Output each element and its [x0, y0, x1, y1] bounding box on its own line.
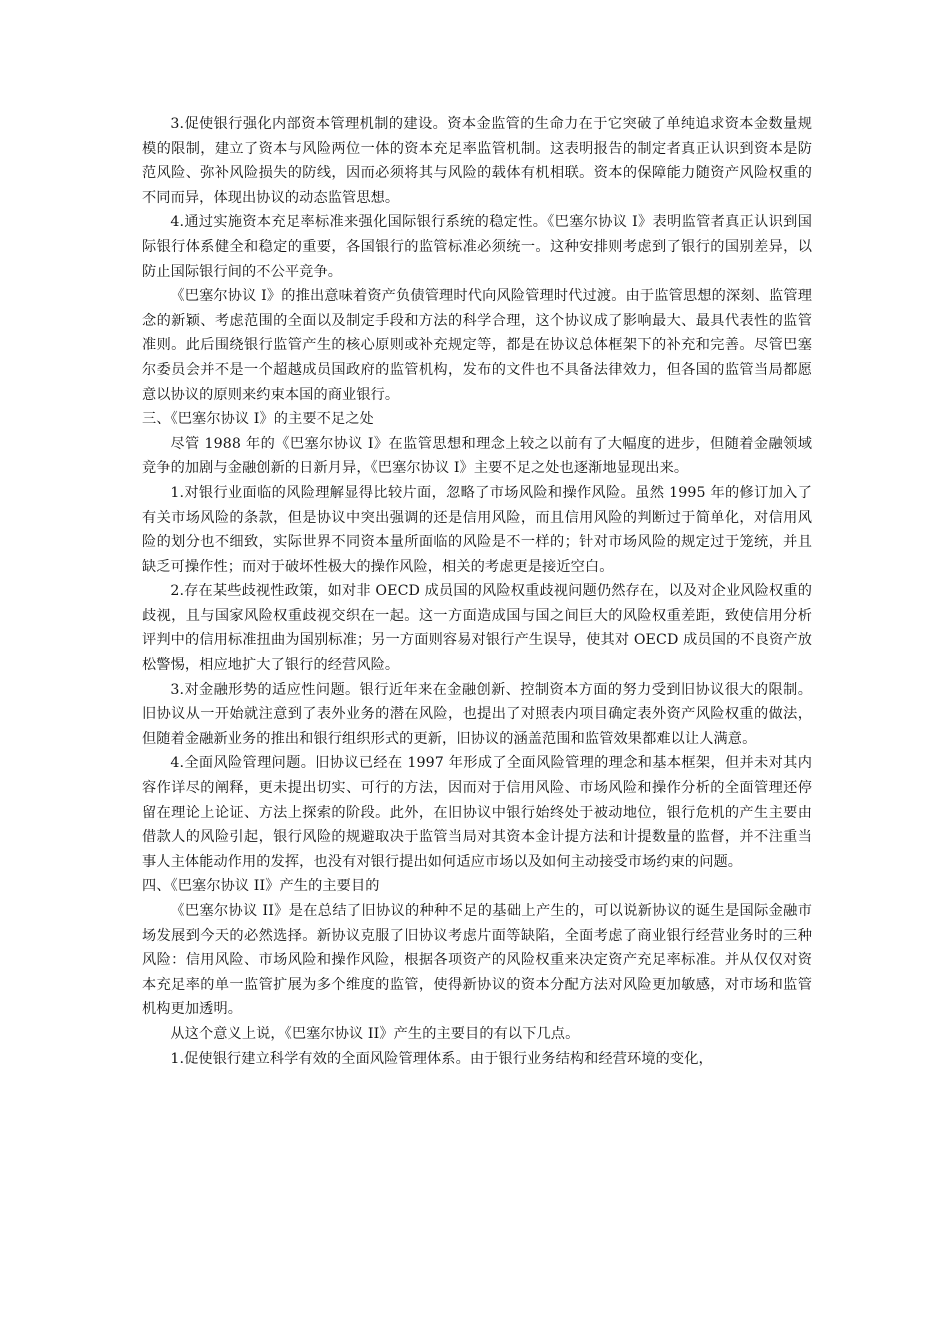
- paragraph-shortcomings-intro: 尽管 1988 年的《巴塞尔协议 I》在监管思想和理念上较之以前有了大幅度的进步，但随着金融领域竞争的加剧与金融创新的日新月异，《巴塞尔协议 I》主要不足之处也逐渐地显现出来。: [142, 435, 812, 477]
- paragraph-capital-adequacy-stability: 4.通过实施资本充足率标准来强化国际银行系统的稳定性。《巴塞尔协议 I》表明监管者真正认识到国际银行体系健全和稳定的重要，各国银行的监管标准必须统一。这种安排则考虑到了银行的国别差异，以防止国际银行间的不公平竞争。: [142, 214, 812, 280]
- section-heading-basel-i-shortcomings: 三、《巴塞尔协议 I》的主要不足之处: [142, 411, 374, 428]
- paragraph-shortcoming-risk-understanding: 1.对银行业面临的风险理解显得比较片面，忽略了市场风险和操作风险。虽然 1995 年的修订加入了有关市场风险的条款，但是协议中突出强调的还是信用风险，而且信用风险的判断过于简单化，对信用风险的划分也不细致，实际世界不同资本量所面临的风险是不一样的；针对市场风险的规定过于笼统，并且缺乏可操作性；而对于破坏性极大的操作风险，相关的考虑更是接近空白。: [142, 484, 812, 575]
- paragraph-basel-ii-overview: 《巴塞尔协议 II》是在总结了旧协议的种种不足的基础上产生的，可以说新协议的诞生是国际金融市场发展到今天的必然选择。新协议克服了旧协议考虑片面等缺陷，全面考虑了商业银行经营业务时的三种风险：信用风险、市场风险和操作风险，根据各项资产的风险权重来决定资产充足率标准。并从仅仅对资本充足率的单一监管扩展为多个维度的监管，使得新协议的资本分配方法对风险更加敏感，对市场和监管机构更加透明。: [142, 903, 812, 1018]
- paragraph-basel-ii-purpose-intro: 从这个意义上说，《巴塞尔协议 II》产生的主要目的有以下几点。: [170, 1025, 580, 1042]
- paragraph-shortcoming-adaptability: 3.对金融形势的适应性问题。银行近年来在金融创新、控制资本方面的努力受到旧协议很大的限制。旧协议从一开始就注意到了表外业务的潜在风险，也提出了对照表内项目确定表外资产风险权重的做法，但随着金融新业务的推出和银行组织形式的更新，旧协议的涵盖范围和监管效果都难以让人满意。: [142, 681, 812, 747]
- document-page: [142, 112, 812, 1071]
- paragraph-shortcoming-comprehensive-risk: 4.全面风险管理问题。旧协议已经在 1997 年形成了全面风险管理的理念和基本框架，但并未对其内容作详尽的阐释，更未提出切实、可行的方法，因而对于信用风险、市场风险和操作分析的全面管理还停留在理论上论证、方法上探索的阶段。此外，在旧协议中银行始终处于被动地位，银行危机的产生主要由借款人的风险引起，银行风险的规避取决于监管当局对其资本金计提方法和计提数量的监督，并不注重当事人主体能动作用的发挥，也没有对银行提出如何适应市场以及如何主动接受市场约束的问题。: [142, 755, 812, 870]
- paragraph-basel-i-significance: 《巴塞尔协议 I》的推出意味着资产负债管理时代向风险管理时代过渡。由于监管思想的深刻、监管理念的新颖、考虑范围的全面以及制定手段和方法的科学合理，这个协议成了影响最大、最具代表性的监管准则。此后围绕银行监管产生的核心原则或补充规定等，都是在协议总体框架下的补充和完善。尽管巴塞尔委员会并不是一个超越成员国政府的监管机构，发布的文件也不具备法律效力，但各国的监管当局都愿意以协议的原则来约束本国的商业银行。: [142, 288, 812, 403]
- paragraph-basel-ii-purpose-1: 1.促使银行建立科学有效的全面风险管理体系。由于银行业务结构和经营环境的变化，: [170, 1050, 713, 1067]
- section-heading-basel-ii-purpose: 四、《巴塞尔协议 II》产生的主要目的: [142, 878, 380, 895]
- paragraph-capital-management: 3.促使银行强化内部资本管理机制的建设。资本金监管的生命力在于它突破了单纯追求资本金数量规模的限制，建立了资本与风险两位一体的资本充足率监管机制。这表明报告的制定者真正认识到资本是防范风险、弥补风险损失的防线，因而必须将其与风险的载体有机相联。资本的保障能力随资产风险权重的不同而异，体现出协议的动态监管思想。: [142, 116, 812, 206]
- paragraph-shortcoming-discrimination: 2.存在某些歧视性政策，如对非 OECD 成员国的风险权重歧视问题仍然存在，以及对企业风险权重的歧视，且与国家风险权重歧视交织在一起。这一方面造成国与国之间巨大的风险权重差距，致使信用分析评判中的信用标准扭曲为国别标准；另一方面则容易对银行产生误导，使其对 OECD 成员国的不良资产放松警惕，相应地扩大了银行的经营风险。: [142, 583, 812, 674]
